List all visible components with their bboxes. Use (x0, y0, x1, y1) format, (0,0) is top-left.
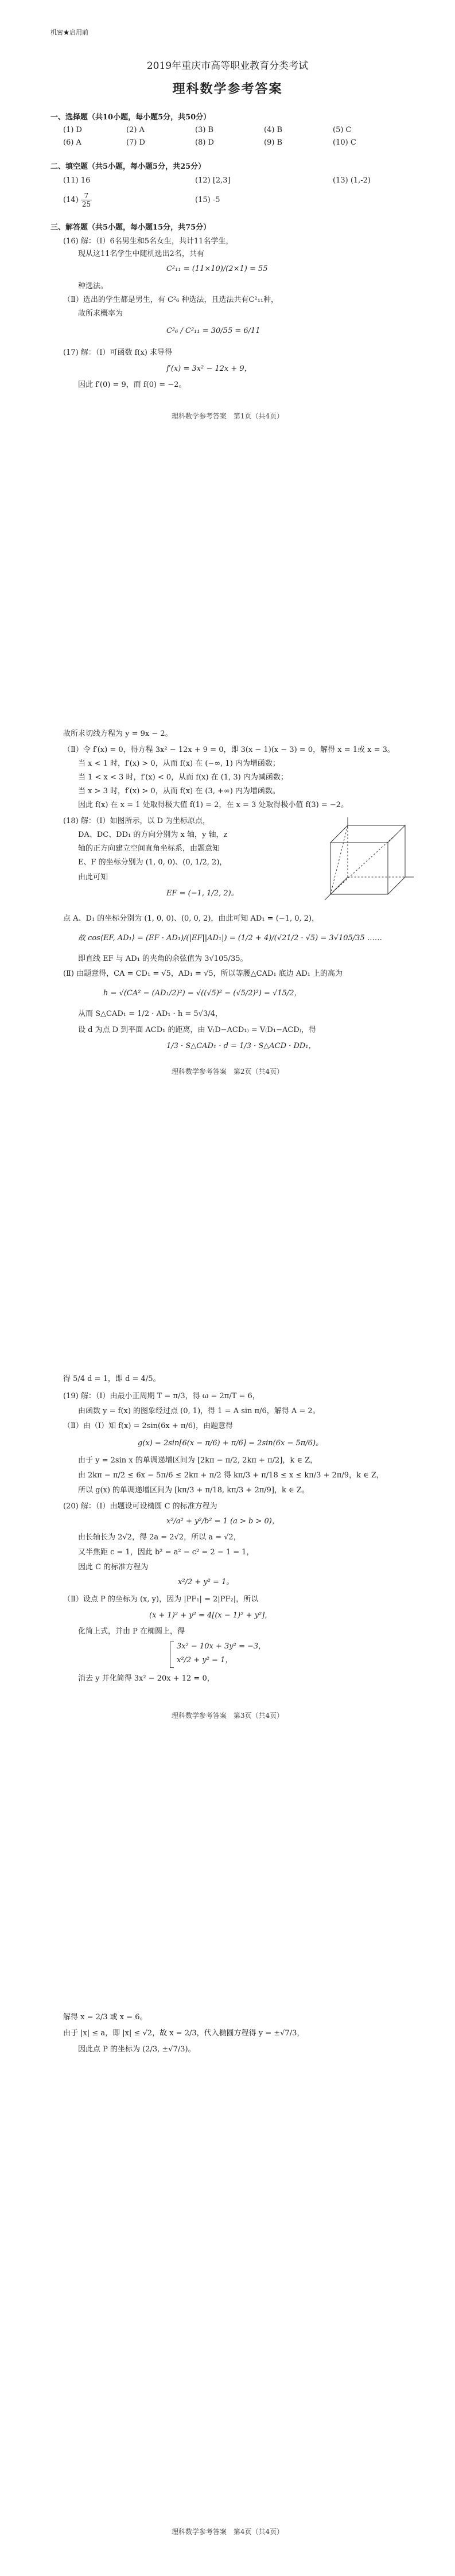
p3-line-9: (20) 解：（Ⅰ）由题设可设椭圆 C 的标准方程为 (63, 1502, 217, 1511)
answer-7: (7) D (126, 138, 145, 147)
p3-line-4: （Ⅱ）由（Ⅰ）知 f(x) = 2sin(6x + π/6)，由题意得 (63, 1422, 234, 1430)
page-4 (0, 1932, 455, 2576)
cuboid-figure (319, 814, 417, 906)
p3-line-3: 由函数 y = f(x) 的图象经过点 (0, 1)，得 1 = A sin π/6，解得 A = 2。 (78, 1407, 320, 1415)
p3-ellipse-general: x²/a² + y²/b² = 1 (a > b > 0)， (166, 1517, 279, 1526)
p4-line-1: 解得 x = 2/3 或 x = 6。 (63, 2013, 147, 2022)
p2-line-1: 故所求切线方程为 y = 9x − 2。 (63, 730, 173, 738)
page-3-footer: 理科数学参考答案 第3页（共4页） (171, 1712, 284, 1720)
q16-line-2: 现从这11名学生中随机选出2名，共有 (78, 250, 204, 258)
p3-system-eq-2: x²/2 + y² = 1， (177, 1656, 233, 1665)
p2-line-13: 点 A、D₁ 的坐标分别为 (1, 0, 0)、(0, 0, 2)，由此可知 AD₁ = (−1, 0, 2)， (63, 914, 320, 923)
answer-1: (1) D (63, 126, 82, 134)
line-ef (330, 834, 396, 894)
answer-key-title: 理科数学参考答案 (172, 82, 283, 96)
p3-line-8: 所以 g(x) 的单调递增区间为 [kπ/3 + π/18, kπ/3 + 2π/9]，k ∈ Z。 (78, 1486, 309, 1495)
p2-line-16: (Ⅱ) 由题意得，CA = CD₁ = √5，AD₁ = √5，所以等腰△CAD₁ 底边 AD₁ 上的高为 (63, 969, 343, 978)
p2-height: h = √(CA² − (AD₁/2)²) = √((√5)² − (√5/2)²) = √15/2， (103, 989, 302, 998)
page-3 (0, 1288, 455, 1932)
answer-6: (6) A (63, 138, 81, 147)
p4-line-3: 因此点 P 的坐标为 (2/3, ±√7/3)。 (78, 2045, 196, 2054)
p3-line-11: 由长轴长为 2√2，得 2a = 2√2，所以 a = √2， (78, 1533, 241, 1542)
p4-line-2: 由于 |x| ≤ a，即 |x| ≤ √2，故 x = 2/3，代入椭圆方程得 y = ±√7/3， (63, 2029, 305, 2038)
p2-line-15: 即直线 EF 与 AD₁ 的夹角的余弦值为 3√105/35。 (78, 955, 248, 963)
answer-14 (63, 192, 92, 208)
answer-10: (10) C (333, 138, 356, 147)
p3-ellipse-equation: x²/2 + y² = 1。 (178, 1578, 234, 1586)
section-2-heading: 二、填空题（共5小题，每小题5分，共25分） (50, 162, 206, 171)
cuboid-right-edges (388, 825, 405, 894)
section-1-heading: 一、选择题（共10小题，每小题5分，共50分） (50, 113, 211, 122)
answer-15: (15) -5 (195, 196, 220, 204)
answer-2: (2) A (126, 126, 145, 134)
p2-line-5: 当 x > 3 时，f′(x) > 0，从而 f(x) 在 (3, +∞) 内为增函数。 (78, 787, 280, 796)
q17-line-1: (17) 解：（Ⅰ）可函数 f(x) 求导得 (63, 348, 173, 357)
p3-line-7: 由 2kπ − π/2 ≤ 6x − 5π/6 ≤ 2kπ + π/2 得 kπ/3 + π/18 ≤ x ≤ kπ/3 + 2π/9，k ∈ Z， (78, 1471, 384, 1480)
p3-system-brace (170, 1642, 174, 1668)
exam-title: 2019年重庆市高等职业教育分类考试 (146, 60, 309, 72)
p2-line-9: 轴的正方向建立空间直角坐标系，由题意知 (78, 844, 220, 853)
p2-cosine: 故 cos⟨EF, AD₁⟩ = (EF · AD₁)/(|EF||AD₁|) = (1/2 + 4)/(√21/2 · √5) = 3√105/35 …… (78, 934, 382, 942)
answer-12: (12) [2,3] (195, 176, 231, 185)
p3-line-13: 因此 C 的标准方程为 (78, 1563, 149, 1572)
q16-line-5: 故所求概率为 (78, 309, 123, 318)
x-axis (325, 877, 348, 900)
cuboid-top-face (330, 825, 405, 843)
p2-vector-ef: EF = (−1, 1/2, 2)。 (166, 889, 239, 898)
answer-9: (9) B (264, 138, 283, 147)
q17-line-3: 因此 f′(0) = 9，而 f(0) = −2。 (78, 381, 186, 389)
p2-line-3: 当 x < 1 时，f′(x) > 0，从而 f(x) 在 (−∞, 1) 内为增函数； (78, 759, 280, 768)
p3-distance-equation: (x + 1)² + y² = 4[(x − 1)² + y²]， (149, 1611, 273, 1620)
p2-line-18: 从而 S△CAD₁ = 1/2 · AD₁ · h = 5√3/4， (78, 1010, 223, 1018)
q16-combination: C²₁₁ = (11×10)/(2×1) = 55 (166, 265, 268, 273)
p3-line-12: 又半焦距 c = 1，因此 b² = a² − c² = 2 − 1 = 1， (78, 1548, 254, 1557)
answer-11: (11) 16 (63, 176, 91, 185)
p3-line-1: 得 5/4 d = 1，即 d = 4/5。 (63, 1375, 161, 1383)
confidential-tag: 机密★启用前 (50, 29, 88, 36)
page-1 (0, 0, 455, 644)
p3-line-6: 由于 y = 2sin x 的单调递增区间为 [2kπ − π/2, 2kπ + π/2]，k ∈ Z， (78, 1456, 318, 1465)
page-4-footer: 理科数学参考答案 第4页（共4页） (171, 2528, 284, 2536)
answer-3: (3) B (195, 126, 214, 134)
q16-line-3: 种选法。 (78, 282, 108, 290)
p3-line-20: 消去 y 并化简得 3x² − 20x + 12 = 0， (78, 1674, 215, 1683)
answer-13: (13) (1,-2) (333, 176, 371, 185)
answer-5: (5) C (333, 126, 352, 134)
line-ad1 (330, 825, 348, 894)
answer-4: (4) B (264, 126, 283, 134)
p2-line-2: （Ⅱ）令 f′(x) = 0，得方程 3x² − 12x + 9 = 0，即 3(x − 1)(x − 3) = 0，解得 x = 1或 x = 3。 (63, 746, 395, 754)
p2-line-8: DA、DC、DD₁ 的方向分别为 x 轴，y 轴，z (78, 831, 228, 839)
answer-8: (8) D (195, 138, 214, 147)
p3-line-15: （Ⅱ）设点 P 的坐标为 (x, y)，因为 |PF₁| = 2|PF₂|，所以 (63, 1595, 259, 1604)
p2-line-7: (18) 解：（Ⅰ）如图所示，以 D 为坐标原点， (63, 817, 211, 825)
page-2 (0, 644, 455, 1288)
p3-line-2: (19) 解：（Ⅰ）由最小正周期 T = π/3，得 ω = 2π/T = 6， (63, 1392, 260, 1400)
p2-line-10: E、F 的坐标分别为 (1, 0, 0)、(0, 1/2, 2)， (78, 858, 227, 867)
cuboid-hidden-edges (330, 877, 405, 894)
answer-14-label: (14) (63, 196, 79, 204)
p2-line-19: 设 d 为点 D 到平面 ACD₁ 的距离，由 V₍D−ACD₁₎ = V₍D₁−ACD₎，得 (78, 1026, 316, 1034)
page-2-footer: 理科数学参考答案 第2页（共4页） (171, 1068, 284, 1076)
p3-line-17: 化简上式，并由 P 在椭圆上，得 (78, 1627, 185, 1636)
section-3-heading: 三、解答题（共5小题，每小题15分，共75分） (50, 223, 211, 232)
answer-14-fraction: $\frac{7}{25}$ (81, 192, 91, 208)
q16-probability: C²₆ / C²₁₁ = 30/55 = 6/11 (166, 327, 260, 335)
p2-line-11: 由此可知 (78, 873, 108, 882)
p3-gx: g(x) = 2sin[6(x − π/6) + π/6] = 2sin(6x − 5π/6)。 (138, 1439, 324, 1448)
p3-system-eq-1: 3x² − 10x + 3y² = −3， (177, 1642, 266, 1651)
page-1-footer: 理科数学参考答案 第1页（共4页） (171, 412, 284, 420)
q16-part-2: （Ⅱ）选出的学生都是男生，有 C²₆ 种选法，且选法共有C²₁₁种， (63, 296, 279, 304)
q17-derivative: f′(x) = 3x² − 12x + 9， (166, 364, 252, 373)
p2-line-6: 因此 f(x) 在 x = 1 处取得极大值 f(1) = 2，在 x = 3 处取得极小值 f(3) = −2。 (78, 801, 349, 809)
p2-volume: 1/3 · S△CAD₁ · d = 1/3 · S△ACD · DD₁， (166, 1042, 316, 1050)
p2-line-4: 当 1 < x < 3 时，f′(x) < 0，从而 f(x) 在 (1, 3) 内为减函数； (78, 773, 288, 782)
q16-line-1: (16) 解：（Ⅰ）6名男生和5名女生，共计11名学生， (63, 237, 234, 246)
